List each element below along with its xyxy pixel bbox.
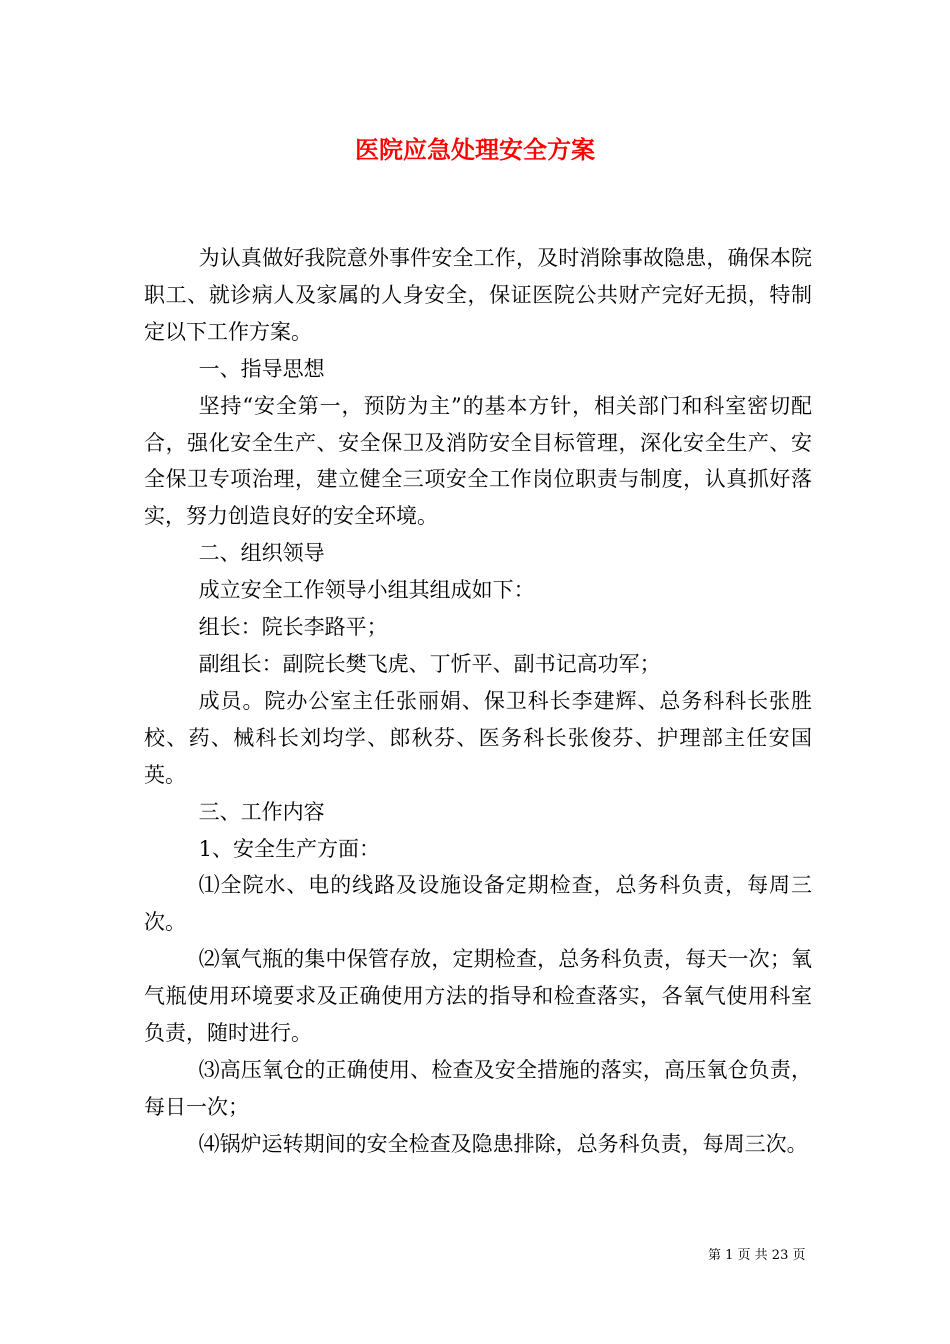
paragraph-deputy-leaders: 副组长：副院长樊飞虎、丁忻平、副书记高功军；: [198, 651, 661, 676]
page-title: 医院应急处理安全方案: [355, 135, 595, 164]
paragraph-members: 成员。院办公室主任张丽娟、保卫科长李建辉、总务科科长张胜校、药、械科长刘均学、郎秋芬、医务科长张俊芬、护理部主任安国英。: [144, 688, 812, 787]
list-item: ⑷锅炉运转期间的安全检查及隐患排除，总务科负责，每周三次。: [198, 1131, 808, 1156]
subsection-heading-production-safety: 1、安全生产方面：: [198, 836, 380, 861]
section-heading-organization: 二、组织领导: [198, 541, 325, 566]
document-body: [144, 240, 812, 1163]
list-item: ⑴全院水、电的线路及设施设备定期检查，总务科负责，每周三次。: [144, 873, 812, 935]
section-heading-work-content: 三、工作内容: [198, 799, 325, 824]
paragraph-intro: 为认真做好我院意外事件安全工作，及时消除事故隐患，确保本院职工、就诊病人及家属的人身安全，保证医院公共财产完好无损，特制定以下工作方案。: [144, 246, 812, 344]
page-number-footer: 第 1 页 共 23 页: [708, 1248, 806, 1263]
paragraph-guiding-ideology: 坚持“安全第一，预防为主”的基本方针，相关部门和科室密切配合，强化安全生产、安全保卫及消防安全目标管理，深化安全生产、安全保卫专项治理，建立健全三项安全工作岗位职责与制度，认真抓好落实，努力创造良好的安全环境。: [144, 393, 812, 529]
list-item: ⑶高压氧仓的正确使用、检查及安全措施的落实，高压氧仓负责，每日一次；: [144, 1057, 812, 1119]
list-item: ⑵氧气瓶的集中保管存放，定期检查，总务科负责，每天一次；氧气瓶使用环境要求及正确使用方法的指导和检查落实，各氧气使用科室负责，随时进行。: [144, 947, 812, 1046]
paragraph-group-leader: 组长：院长李路平；: [198, 615, 388, 640]
paragraph-group-formation: 成立安全工作领导小组其组成如下：: [198, 578, 535, 603]
section-heading-guiding-ideology: 一、指导思想: [198, 356, 325, 381]
